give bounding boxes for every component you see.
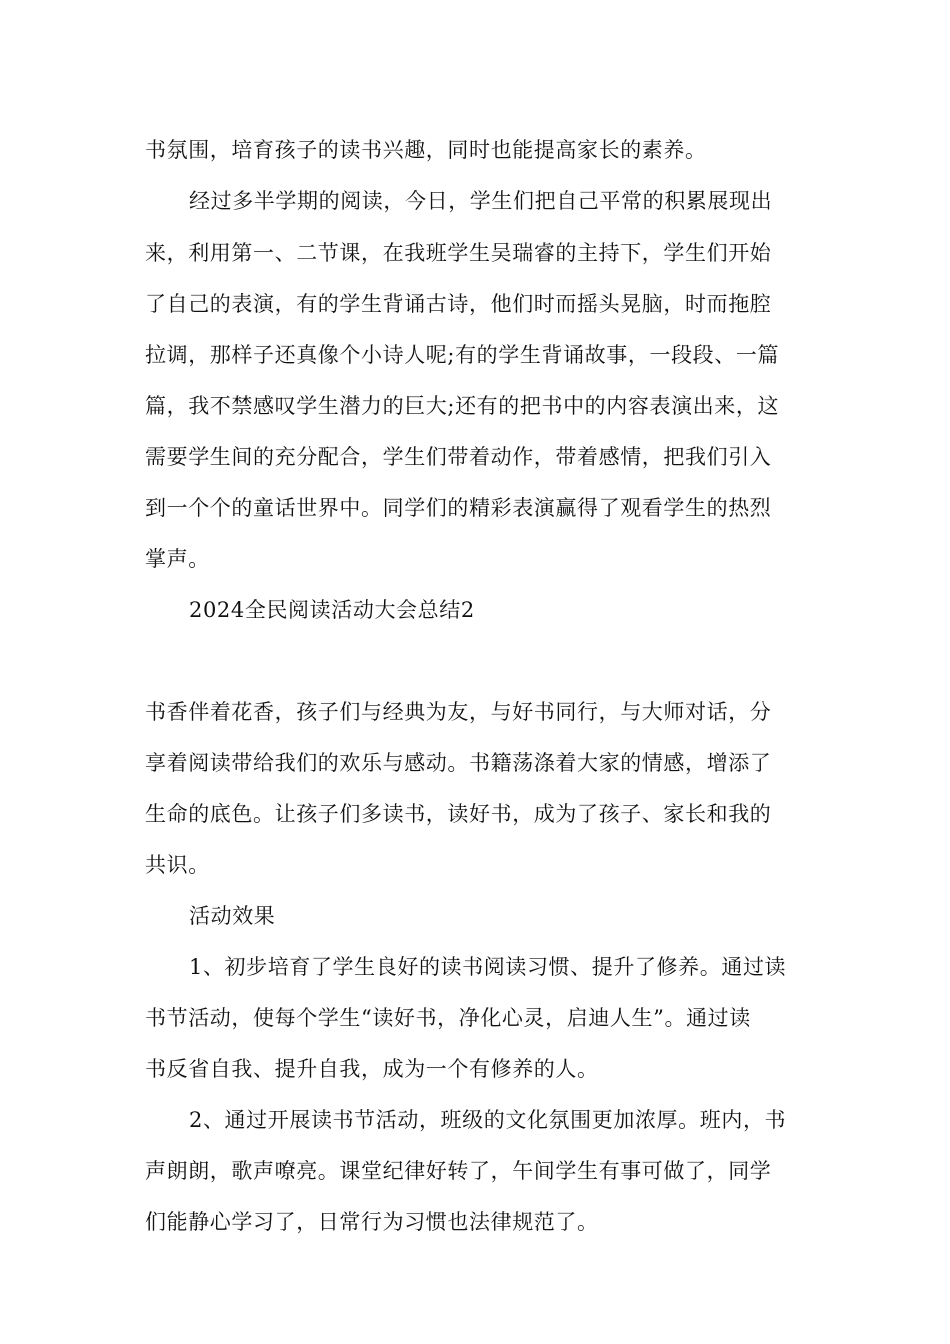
paragraph-3-line-1: 书香伴着花香，孩子们与经典为友，与好书同行，与大师对话，分 (145, 700, 772, 724)
paragraph-1-line-1: 书氛围，培育孩子的读书兴趣，同时也能提高家长的素养。 (145, 138, 707, 162)
paragraph-2-line-4: 拉调，那样子还真像个小诗人呢;有的学生背诵故事，一段段、一篇 (145, 343, 780, 367)
paragraph-5-line-1: 2、通过开展读书节活动，班级的文化氛围更加浓厚。班内，书 (189, 1108, 787, 1132)
section-title: 2024全民阅读活动大会总结2 (189, 598, 475, 622)
paragraph-2-line-8: 掌声。 (145, 547, 210, 571)
paragraph-4-line-3: 书反省自我、提升自我，成为一个有修养的人。 (145, 1057, 599, 1081)
paragraph-2-line-1: 经过多半学期的阅读，今日，学生们把自己平常的积累展现出 (189, 189, 773, 213)
paragraph-2-line-2: 来，利用第一、二节课，在我班学生吴瑞睿的主持下，学生们开始 (145, 241, 772, 265)
paragraph-2-line-3: 了自己的表演，有的学生背诵古诗，他们时而摇头晃脑，时而拖腔 (145, 292, 772, 316)
subheading: 活动效果 (189, 904, 276, 928)
paragraph-2-line-6: 需要学生间的充分配合，学生们带着动作，带着感情，把我们引入 (145, 445, 772, 469)
paragraph-5-line-2: 声朗朗，歌声嘹亮。课堂纪律好转了，午间学生有事可做了，同学 (145, 1159, 772, 1183)
paragraph-5-line-3: 们能静心学习了，日常行为习惯也法律规范了。 (145, 1210, 599, 1234)
paragraph-3-line-2: 享着阅读带给我们的欢乐与感动。书籍荡涤着大家的情感，增添了 (145, 751, 772, 775)
paragraph-4-line-1: 1、初步培育了学生良好的读书阅读习惯、提升了修养。通过读 (189, 955, 787, 979)
paragraph-3-line-4: 共识。 (145, 853, 210, 877)
paragraph-4-line-2: 书节活动，使每个学生“读好书，净化心灵，启迪人生”。通过读 (145, 1006, 751, 1030)
paragraph-3-line-3: 生命的底色。让孩子们多读书，读好书，成为了孩子、家长和我的 (145, 802, 772, 826)
paragraph-2-line-7: 到一个个的童话世界中。同学们的精彩表演赢得了观看学生的热烈 (145, 496, 772, 520)
paragraph-2-line-5: 篇，我不禁感叹学生潜力的巨大;还有的把书中的内容表演出来，这 (145, 394, 780, 418)
